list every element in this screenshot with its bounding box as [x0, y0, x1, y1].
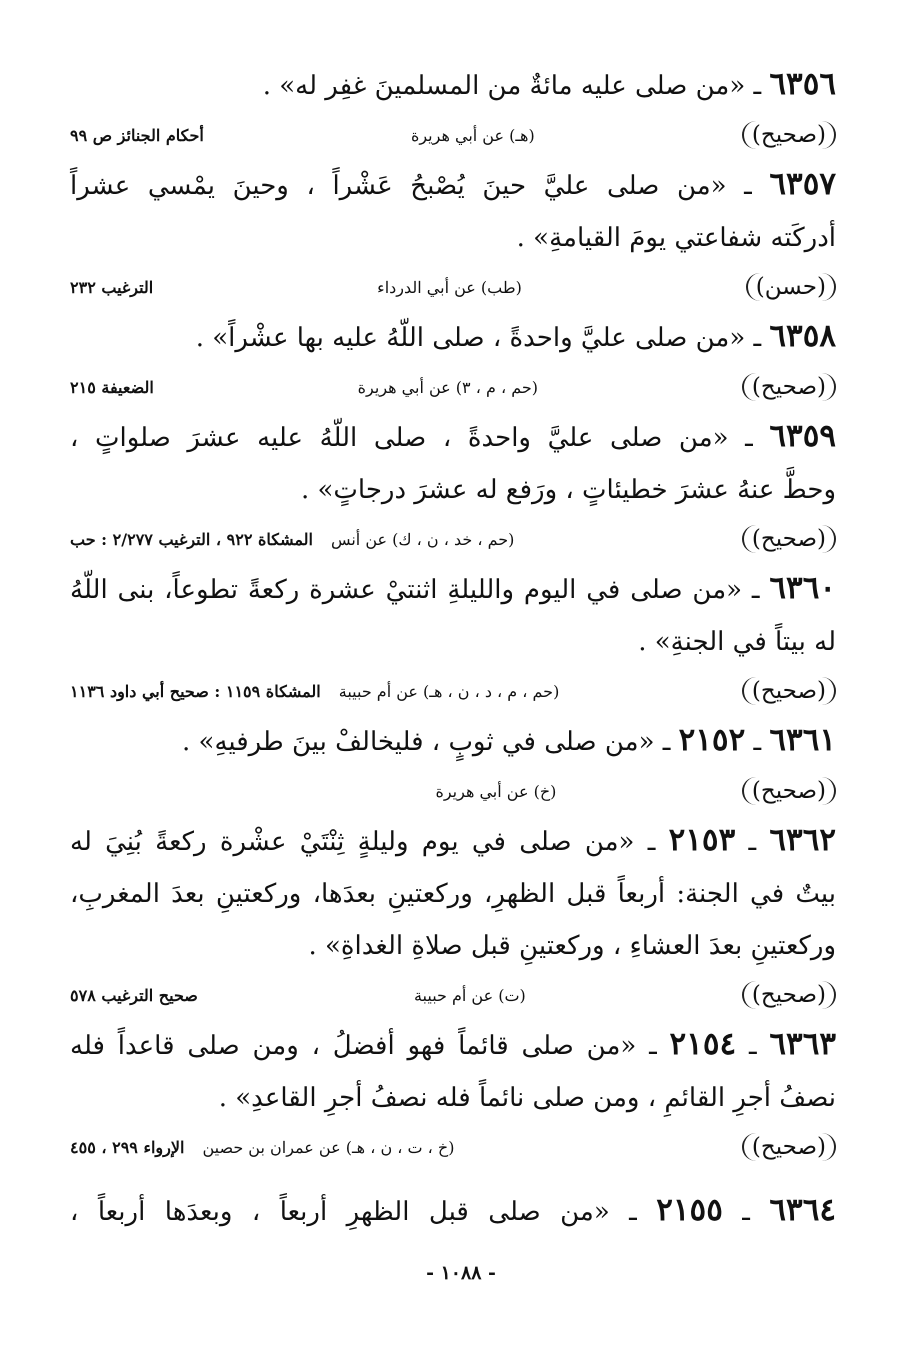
hadith-number: ٦٣٥٧	[769, 166, 836, 202]
hadith-6359-line-2: وحطَّ عنهُ عشرَ خطيئاتٍ ، ورَفع له عشرَ درجاتٍ» .	[301, 475, 836, 505]
citation-label: المشكاة ١١٥٩ : صحيح أبي داود ١١٣٦	[70, 681, 321, 701]
hadith-text: ـ «من صلى في اليوم والليلةِ اثنتيْ عشرة ركعةً تطوعاً، بنى اللّهُ	[70, 575, 760, 605]
hadith-text: ـ «من صلى عليَّ واحدةً ، صلى اللّهُ عليه بها عشْراً» .	[195, 323, 762, 353]
grade-label: (صحيح)	[742, 777, 836, 805]
hadith-6362-line-3: وركعتينِ بعدَ العشاءِ ، وركعتينِ قبل صلاةِ الغداةِ» .	[308, 931, 836, 961]
hadith-6360-line-2: له بيتاً في الجنةِ» .	[638, 627, 836, 657]
grade-label: (صحيح)	[742, 525, 836, 553]
reference-6363	[70, 1124, 836, 1170]
reference-6362	[70, 972, 836, 1018]
citation-label: أحكام الجنائز ص ٩٩	[70, 125, 204, 145]
hadith-text: ـ «من صلى في ثوبٍ ، فليخالفْ بينَ طرفيهِ» .	[182, 727, 671, 757]
hadith-6357-line-2: أدركَته شفاعتي يومَ القيامةِ» .	[516, 223, 836, 253]
hadith-number: ٦٣٦٣	[769, 1026, 836, 1062]
source-label: (خ) عن أبي هريرة	[435, 781, 557, 801]
hadith-6363-line-2: نصفُ أجرِ القائمِ ، ومن صلى نائماً فله نصفُ أجرِ القاعدِ» .	[218, 1083, 836, 1113]
page-number: - ١٠٨٨ -	[426, 1262, 496, 1284]
hadith-text: ـ «من صلى في يوم وليلةٍ ثِنْتَيْ عشْرة ركعةً بُنِيَ له	[70, 827, 656, 857]
book-page	[70, 58, 836, 1365]
hadith-secondary-number: ٢١٥٥	[656, 1192, 723, 1228]
grade-label: (صحيح)	[742, 981, 836, 1009]
hadith-6362-line-1: ٦٣٦٢ ـ ٢١٥٣ ـ «من صلى في يوم وليلةٍ ثِنْتَيْ عشْرة ركعةً بُنِيَ له	[70, 822, 836, 858]
reference-6361	[70, 768, 836, 814]
citation-label: الضعيفة ٢١٥	[70, 377, 154, 397]
source-label: (خ ، ت ، ن ، هـ) عن عمران بن حصين	[202, 1137, 455, 1157]
source-label: (حم ، م ، ٣) عن أبي هريرة	[357, 377, 538, 397]
hadith-text: ـ «من صلى قبل الظهرِ أربعاً ، وبعدَها أربعاً ،	[70, 1197, 637, 1227]
hadith-secondary-number: ٢١٥٣	[668, 822, 736, 858]
source-label: (طب) عن أبي الدرداء	[377, 277, 522, 297]
citation-label: المشكاة ٩٢٢ ، الترغيب ٢/٢٧٧ : حب	[70, 529, 313, 549]
citation-label: الإرواء ٢٩٩ ، ٤٥٥	[70, 1137, 185, 1157]
reference-6358	[70, 364, 836, 410]
hadith-number: ٦٣٦٢	[769, 822, 836, 858]
grade-label: (حسن)	[746, 273, 836, 301]
reference-6359	[70, 516, 836, 562]
hadith-number: ٦٣٥٩	[769, 418, 837, 454]
source-label: (ت) عن أم حبيبة	[413, 985, 526, 1005]
hadith-6364-line-1: ٦٣٦٤ ـ ٢١٥٥ ـ «من صلى قبل الظهرِ أربعاً ، وبعدَها أربعاً ،	[70, 1192, 836, 1228]
citation-label: صحيح الترغيب ٥٧٨	[70, 985, 198, 1005]
hadith-number: ٦٣٦٠	[769, 570, 836, 606]
grade-label: (صحيح)	[742, 121, 836, 149]
hadith-6362-line-2: بيتٌ في الجنة: أربعاً قبل الظهرِ، وركعتينِ بعدَها، وركعتينِ بعدَ المغربِ،	[70, 879, 836, 909]
hadith-number: ٦٣٦١	[769, 722, 836, 758]
hadith-text: ـ «من صلى عليَّ حينَ يُصْبحُ عَشْراً ، وحينَ يمْسي عشراً	[70, 171, 752, 201]
reference-6357	[70, 264, 836, 310]
hadith-6363-line-1: ٦٣٦٣ ـ ٢١٥٤ ـ «من صلى قائماً فهو أفضلُ ، ومن صلى قاعداً فله	[70, 1026, 836, 1062]
reference-6356	[70, 112, 836, 158]
source-label: (حم ، خد ، ن ، ك) عن أنس	[330, 529, 515, 549]
hadith-6356-line-1	[70, 58, 836, 112]
hadith-number: ٦٣٦٤	[769, 1192, 836, 1228]
source-label: (هـ) عن أبي هريرة	[410, 125, 535, 145]
grade-label: (صحيح)	[742, 373, 836, 401]
hadith-6357-line-1	[70, 158, 836, 212]
hadith-6360-line-1	[70, 562, 836, 616]
hadith-text: ـ «من صلى قائماً فهو أفضلُ ، ومن صلى قاعداً فله	[70, 1031, 657, 1061]
hadith-text: ـ «من صلى عليَّ واحدةً ، صلى اللّهُ عليه عشرَ صلواتٍ ،	[70, 423, 753, 453]
grade-label: (صحيح)	[742, 677, 836, 705]
hadith-6359-line-1	[70, 410, 836, 464]
citation-label: الترغيب ٢٣٢	[70, 277, 154, 297]
hadith-number: ٦٣٥٨	[769, 318, 836, 354]
hadith-secondary-number: ٢١٥٤	[669, 1026, 737, 1062]
hadith-text: ـ «من صلى عليه مائةٌ من المسلمينَ غفِر له» .	[262, 71, 762, 101]
source-label: (حم ، م ، د ، ن ، هـ) عن أم حبيبة	[338, 681, 560, 701]
hadith-number: ٦٣٥٦	[769, 66, 836, 102]
grade-label: (صحيح)	[742, 1133, 836, 1161]
hadith-6361-line-1: ٦٣٦١ ـ ٢١٥٢ ـ «من صلى في ثوبٍ ، فليخالفْ بينَ طرفيهِ» .	[182, 722, 836, 758]
reference-6360	[70, 668, 836, 714]
hadith-secondary-number: ٢١٥٢	[678, 722, 746, 758]
hadith-6358-line-1	[70, 310, 836, 364]
